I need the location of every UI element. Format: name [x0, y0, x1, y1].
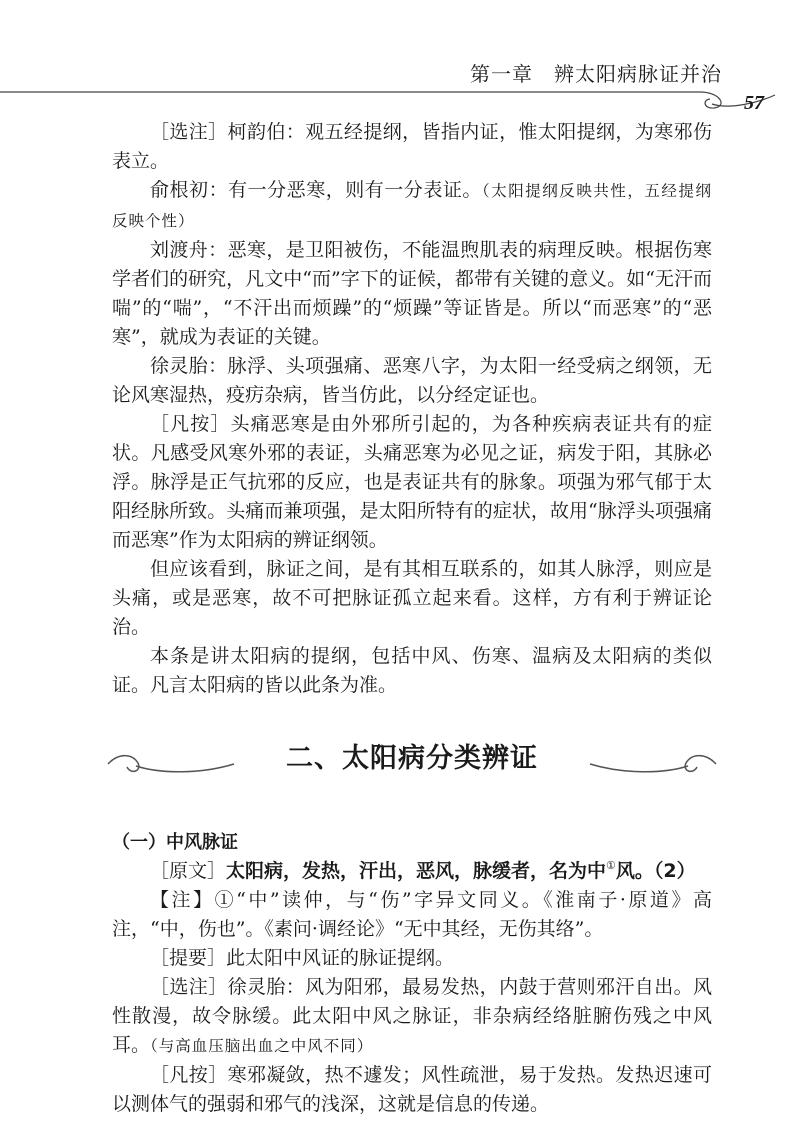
section-tag: 【注】 — [150, 889, 215, 911]
section-tag: ［提要］ — [150, 947, 227, 969]
paragraph: ［选注］徐灵胎：风为阳邪，最易发热，内鼓于营则邪汗自出。风性散漫，故令脉缓。此太阳中风之脉证，非杂病经络脏腑伤残之中风耳。（与高血压脑出血之中风不同） — [112, 976, 712, 1056]
paragraph: 【注】①“中”读仲，与“伤”字异文同义。《淮南子·原道》高注，“中，伤也”。《素问·调经论》“无中其经，无伤其络”。 — [112, 889, 712, 940]
paragraph: ［原文］太阳病，发热，汗出，恶风，脉缓者，名为中①风。（2） — [150, 859, 696, 882]
section-heading — [106, 724, 718, 808]
section-tag: ［凡按］ — [150, 413, 231, 435]
paragraph: 但应该看到，脉证之间，是有其相互联系的，如其人脉浮，则应是头痛，或是恶寒，故不可把脉证孤立起来看。这样，方有利于辨证论治。 — [112, 558, 712, 638]
paragraph: ［提要］此太阳中风证的脉证提纲。 — [150, 947, 455, 969]
paragraph: ［凡按］头痛恶寒是由外邪所引起的，为各种疾病表证共有的症状。凡感受风寒外邪的表证，头痛恶寒为必见之证，病发于阳，其脉必浮。脉浮是正气抗邪的反应，也是表证共有的脉象。项强为邪气郁于太阳经脉所致。头痛而兼项强，是太阳所特有的症状，故用“脉浮头项强痛而恶寒”作为太阳病的辨证纲领。 — [112, 413, 712, 551]
section-tag: ［凡按］ — [150, 1064, 228, 1086]
right-ornament — [588, 750, 718, 780]
paragraph: 俞根初：有一分恶寒，则有一分表证。（太阳提纲反映共性，五经提纲反映个性） — [112, 179, 712, 230]
paragraph: 徐灵胎：脉浮、头项强痛、恶寒八字，为太阳一经受病之纲领，无论风寒湿热，疫疠杂病，皆当仿此，以分经定证也。 — [112, 355, 712, 406]
section-title: 二、太阳病分类辨证 — [286, 743, 538, 774]
paragraph: 本条是讲太阳病的提纲，包括中风、伤寒、温病及太阳病的类似证。凡言太阳病的皆以此条为准。 — [112, 645, 712, 696]
footnote-marker: ① — [606, 859, 616, 872]
paragraph: ［选注］柯韵伯：观五经提纲，皆指内证，惟太阳提纲，为寒邪伤表立。 — [112, 121, 712, 172]
inline-note: （太阳提纲反映共性，五经提纲反映个性） — [112, 182, 712, 230]
page-header — [0, 0, 800, 120]
inline-note: （与高血压脑出血之中风不同） — [150, 1037, 374, 1055]
section-tag: ［选注］ — [150, 121, 228, 143]
page-content — [112, 118, 712, 1119]
paragraph: ［凡按］寒邪凝敛，热不遽发；风性疏泄，易于发热。发热迟速可以测体气的强弱和邪气的浅深，这就是信息的传递。 — [112, 1064, 712, 1115]
paragraph: 刘渡舟：恶寒，是卫阳被伤，不能温煦肌表的病理反映。根据伤寒学者们的研究，凡文中“而”字下的证候，都带有关键的意义。如“无汗而喘”的“喘”，“不汗出而烦躁”的“烦躁”等证皆是。所以“而恶寒”的“恶寒”，就成为表证的关键。 — [112, 239, 712, 348]
subsection-title: （一）中风脉证 — [112, 832, 238, 853]
chapter-title: 第一章 辨太阳病脉证并治 — [470, 62, 722, 86]
section-tag: ［选注］ — [150, 976, 228, 998]
header-ornament-rule — [0, 90, 800, 112]
section-tag: ［原文］ — [150, 860, 227, 882]
page-number: 57 — [744, 92, 764, 114]
